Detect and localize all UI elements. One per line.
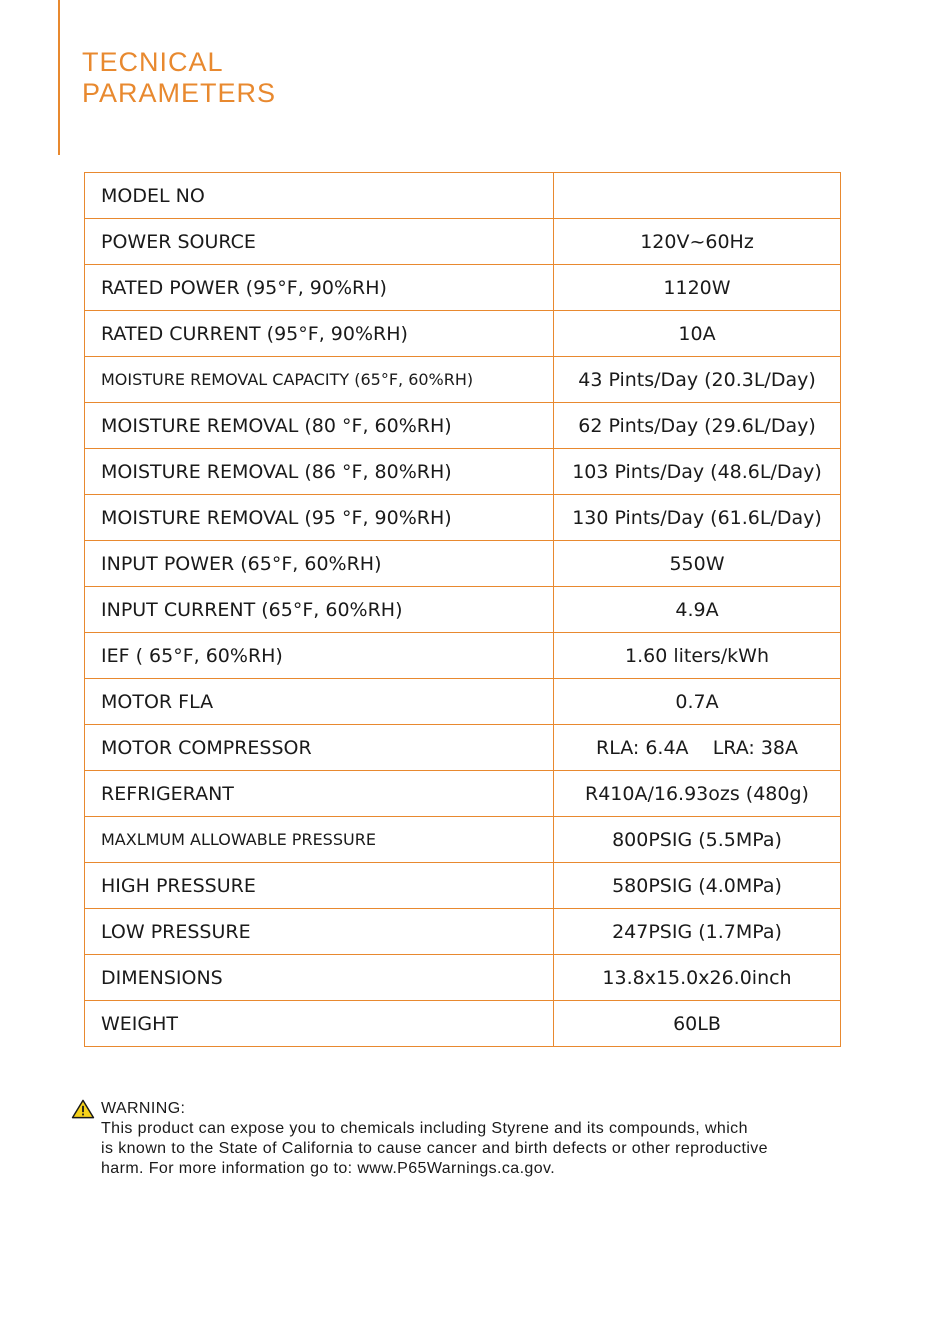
table-row: [85, 449, 841, 495]
table-row: [85, 587, 841, 633]
spec-value: 4.9A: [554, 587, 841, 633]
spec-parameter: INPUT POWER (65°F, 60%RH): [85, 541, 554, 587]
table-row: [85, 725, 841, 771]
spec-value: 800PSIG (5.5MPa): [554, 817, 841, 863]
warning-line-1: This product can expose you to chemicals including Styrene and its compounds, which: [101, 1120, 748, 1137]
spec-parameter: MOISTURE REMOVAL (86 °F, 80%RH): [85, 449, 554, 495]
spec-value: R410A/16.93ozs (480g): [554, 771, 841, 817]
spec-value: 247PSIG (1.7MPa): [554, 909, 841, 955]
table-row: [85, 633, 841, 679]
spec-value: 550W: [554, 541, 841, 587]
table-row: [85, 219, 841, 265]
table-row: [85, 909, 841, 955]
table-row: [85, 173, 841, 219]
table-row: [85, 495, 841, 541]
table-row: [85, 955, 841, 1001]
table-row: [85, 817, 841, 863]
spec-parameter: WEIGHT: [85, 1001, 554, 1047]
table-row: [85, 403, 841, 449]
spec-value: 62 Pints/Day (29.6L/Day): [554, 403, 841, 449]
spec-parameter: DIMENSIONS: [85, 955, 554, 1001]
spec-value: 10A: [554, 311, 841, 357]
accent-line: [58, 0, 60, 155]
spec-parameter: MOTOR COMPRESSOR: [85, 725, 554, 771]
warning-line-2: is known to the State of California to cause cancer and birth defects or other reproductive: [101, 1140, 768, 1157]
spec-parameter: MODEL NO: [85, 173, 554, 219]
spec-parameter: LOW PRESSURE: [85, 909, 554, 955]
spec-value: 0.7A: [554, 679, 841, 725]
warning-triangle-icon: [70, 1099, 96, 1119]
table-row: [85, 679, 841, 725]
table-row: [85, 1001, 841, 1047]
spec-parameter: MAXLMUM ALLOWABLE PRESSURE: [85, 817, 554, 863]
warning-line-3: harm. For more information go to: www.P65Warnings.ca.gov.: [101, 1160, 556, 1177]
spec-parameter: MOISTURE REMOVAL (80 °F, 60%RH): [85, 403, 554, 449]
spec-value: 43 Pints/Day (20.3L/Day): [554, 357, 841, 403]
table-row: [85, 357, 841, 403]
spec-parameter: REFRIGERANT: [85, 771, 554, 817]
spec-parameter: MOTOR FLA: [85, 679, 554, 725]
spec-parameter: IEF ( 65°F, 60%RH): [85, 633, 554, 679]
page-title-line-1: TECNICAL: [82, 47, 224, 77]
warning-body: [70, 1119, 890, 1179]
spec-parameter: RATED CURRENT (95°F, 90%RH): [85, 311, 554, 357]
spec-value: RLA: 6.4A LRA: 38A: [554, 725, 841, 771]
spec-value: [554, 173, 841, 219]
table-row: [85, 265, 841, 311]
warning-label: WARNING:: [101, 1100, 186, 1117]
spec-parameter: POWER SOURCE: [85, 219, 554, 265]
spec-parameter: INPUT CURRENT (65°F, 60%RH): [85, 587, 554, 633]
table-row: [85, 311, 841, 357]
spec-parameter: MOISTURE REMOVAL (95 °F, 90%RH): [85, 495, 554, 541]
table-row: [85, 541, 841, 587]
warning-notice: [70, 1099, 890, 1179]
table-row: [85, 771, 841, 817]
spec-value: 1120W: [554, 265, 841, 311]
spec-value: 120V~60Hz: [554, 219, 841, 265]
spec-value: 130 Pints/Day (61.6L/Day): [554, 495, 841, 541]
spec-parameter: HIGH PRESSURE: [85, 863, 554, 909]
warning-header: [70, 1099, 890, 1119]
spec-value: 60LB: [554, 1001, 841, 1047]
spec-parameter: MOISTURE REMOVAL CAPACITY (65°F, 60%RH): [85, 357, 554, 403]
spec-value: 580PSIG (4.0MPa): [554, 863, 841, 909]
spec-table: [84, 172, 841, 1047]
spec-value: 13.8x15.0x26.0inch: [554, 955, 841, 1001]
spec-value: 1.60 liters/kWh: [554, 633, 841, 679]
page-title-line-2: PARAMETERS: [82, 78, 277, 108]
spec-parameter: RATED POWER (95°F, 90%RH): [85, 265, 554, 311]
table-row: [85, 863, 841, 909]
spec-value: 103 Pints/Day (48.6L/Day): [554, 449, 841, 495]
page-title: [82, 47, 276, 109]
